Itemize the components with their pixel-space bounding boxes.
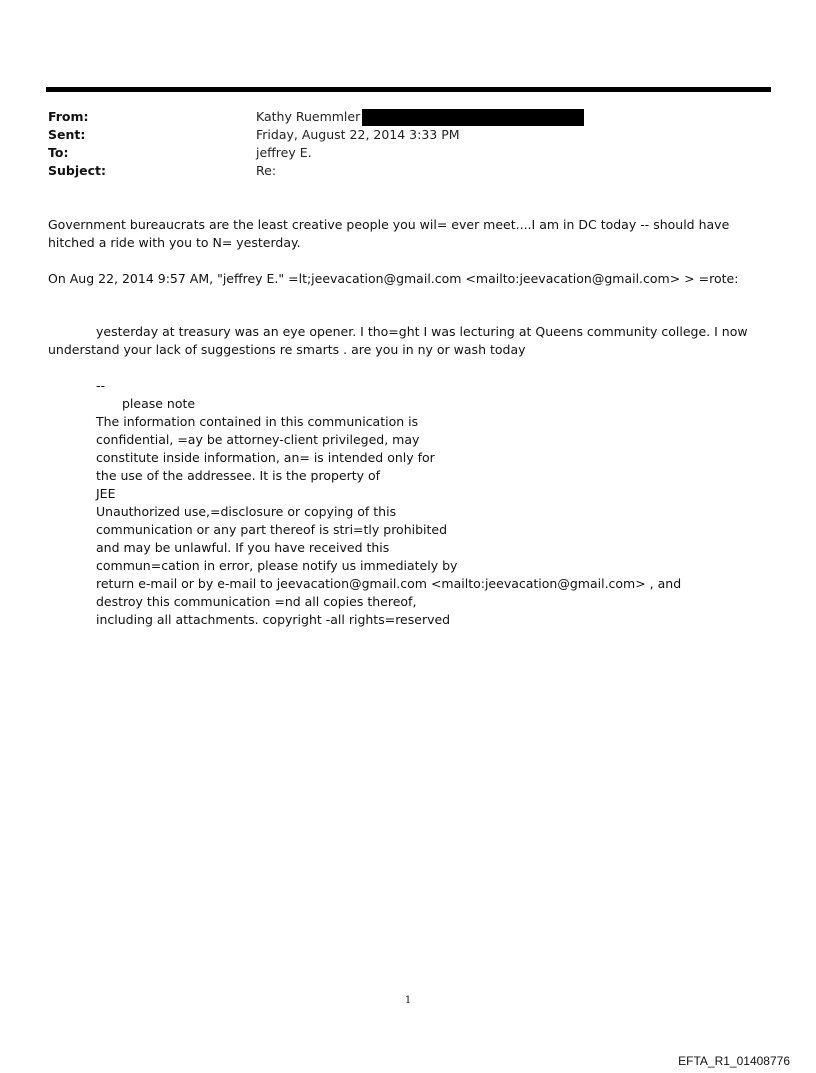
disclaimer-line: communication or any part thereof is stri=tly prohibited [96, 522, 448, 537]
disclaimer-line: and may be unlawful. If you have received this [96, 540, 390, 555]
redaction-bar [362, 109, 584, 126]
from-label: From: [48, 109, 89, 124]
disclaimer-line: the use of the addressee. It is the property of [96, 468, 381, 483]
signature-dashes: -- [96, 378, 106, 393]
from-row [48, 108, 584, 126]
from-value: Kathy Ruemmler [256, 109, 361, 124]
document-id: EFTA_R1_01408776 [678, 1054, 790, 1068]
disclaimer-line: including all attachments. copyright -all rights=reserved [96, 612, 451, 627]
to-value: jeffrey E. [256, 145, 312, 160]
subject-row [48, 162, 584, 180]
signature-block [96, 377, 776, 629]
disclaimer-line: confidential, =ay be attorney-client privileged, may [96, 432, 420, 447]
email-header [48, 108, 584, 180]
page-number: 1 [404, 995, 412, 1006]
disclaimer-line: commun=cation in error, please notify us immediately by [96, 558, 458, 573]
sent-label: Sent: [48, 127, 86, 142]
disclaimer-line: destroy this communication =nd all copies thereof, [96, 594, 417, 609]
to-label: To: [48, 145, 69, 160]
sent-value: Friday, August 22, 2014 3:33 PM [256, 127, 460, 142]
disclaimer-line: return e-mail or by e-mail to jeevacation@gmail.com <mailto:jeevacation@gmail.com> , and [96, 576, 682, 591]
subject-label: Subject: [48, 163, 106, 178]
disclaimer-line: constitute inside information, an= is intended only for [96, 450, 435, 465]
please-note: please note [122, 396, 196, 411]
header-rule [46, 87, 771, 92]
disclaimer-line: Unauthorized use,=disclosure or copying of this [96, 504, 397, 519]
to-row [48, 144, 584, 162]
disclaimer-line: The information contained in this communication is [96, 414, 419, 429]
quote-intro: On Aug 22, 2014 9:57 AM, "jeffrey E." =lt;jeevacation@gmail.com <mailto:jeevacation@gmail.com> > =rote: [48, 271, 739, 286]
quoted-text: yesterday at treasury was an eye opener. I tho=ght I was lecturing at Queens community college. I now understand your lack of suggestions re smarts . are you in ny or wash today [48, 324, 748, 357]
disclaimer-line: JEE [96, 486, 116, 501]
reply-text: Government bureaucrats are the least creative people you wil= ever meet....I am in DC today -- should have hitched a ride with you to N= yesterday. [48, 217, 730, 250]
sent-row [48, 126, 584, 144]
subject-value: Re: [256, 163, 277, 178]
